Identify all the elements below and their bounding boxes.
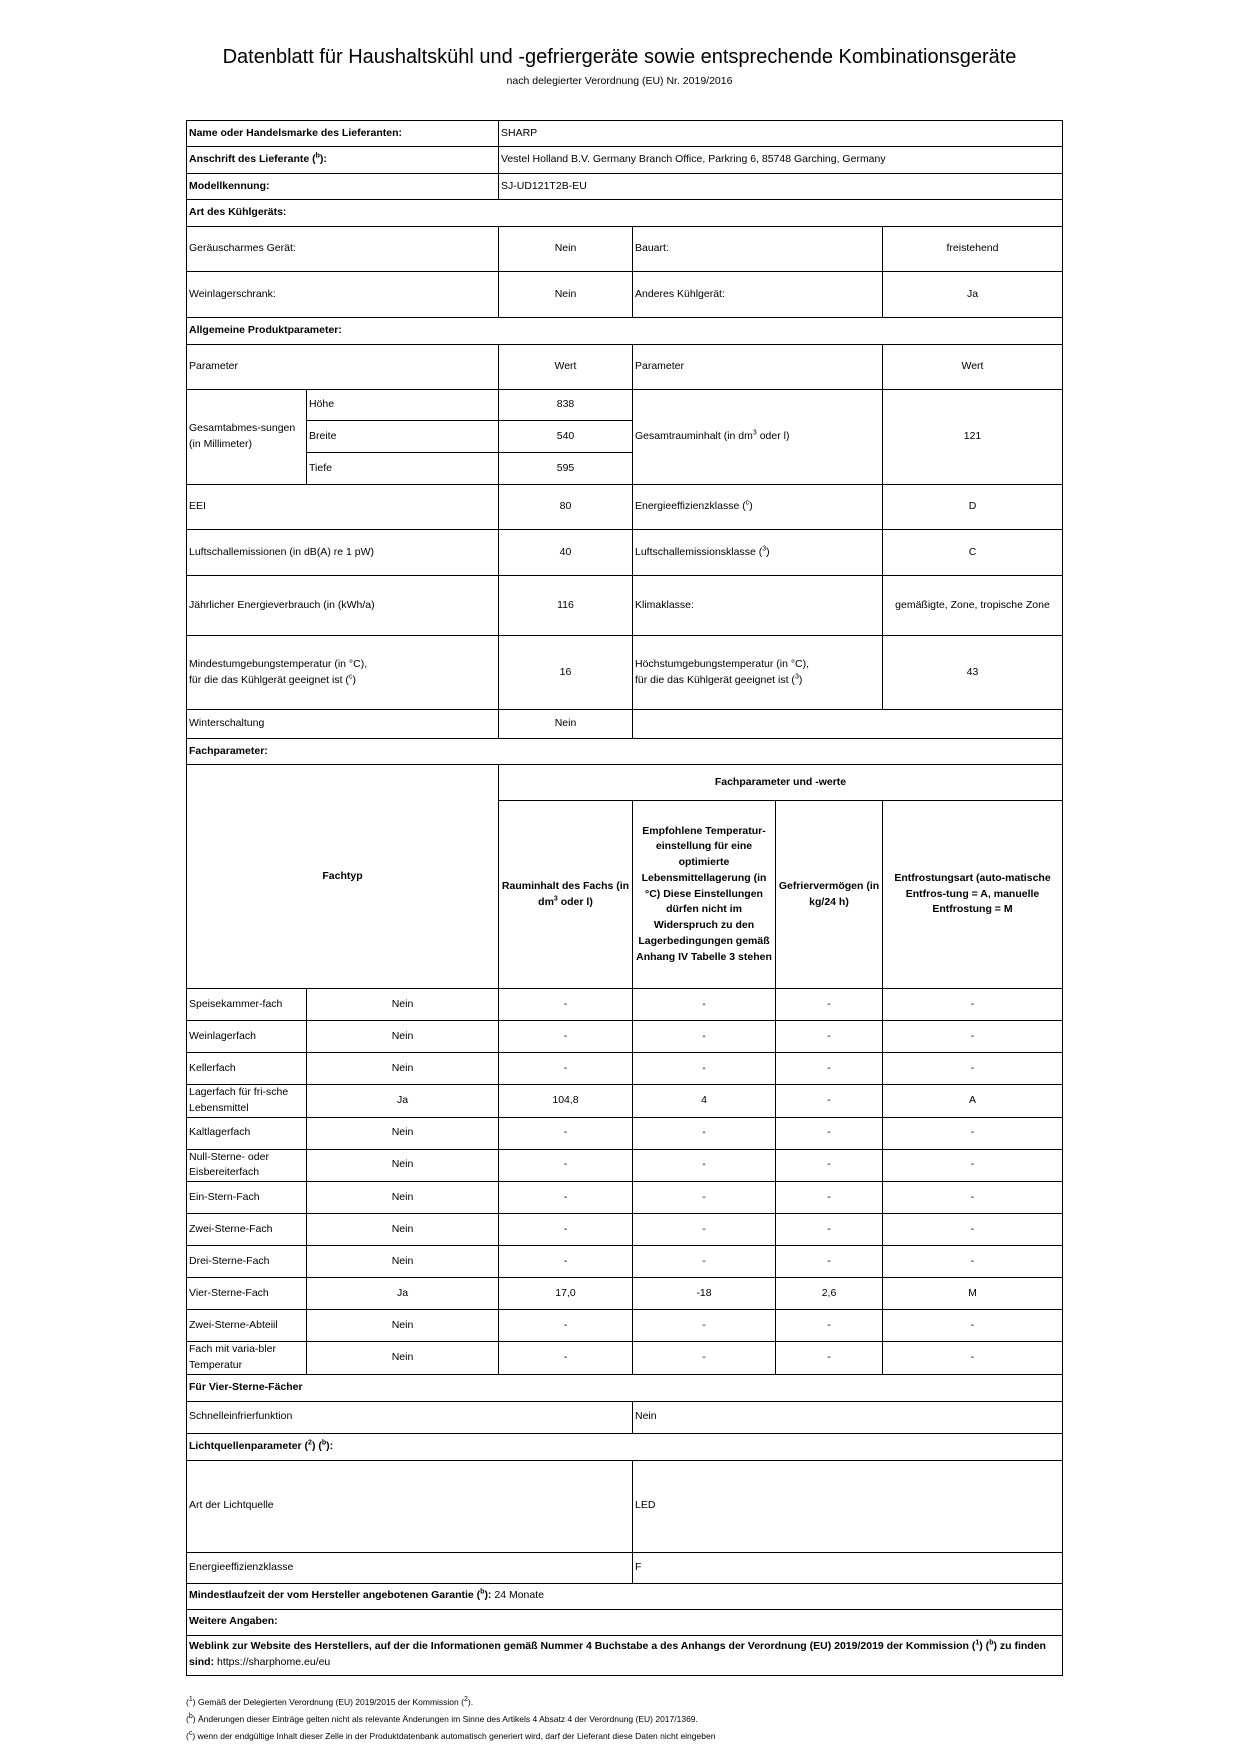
- temperature-row: [187, 636, 1063, 710]
- general-heading: Allgemeine Produktparameter:: [187, 318, 1063, 345]
- climate-label: Klimaklasse:: [633, 576, 883, 636]
- compartment-temperature: -: [633, 1246, 776, 1278]
- energy-label: Jährlicher Energieverbrauch (in (kWh/a): [187, 576, 499, 636]
- volume-column-header: Rauminhalt des Fachs (in $dm^3$ oder l): [499, 801, 633, 989]
- compartment-present: Nein: [307, 1182, 499, 1214]
- compartment-temperature: 4: [633, 1085, 776, 1118]
- energy-value: 116: [499, 576, 633, 636]
- compartment-volume: 17,0: [499, 1278, 633, 1310]
- other-label: Anderes Kühlgerät:: [633, 272, 883, 318]
- min-temp-value: 16: [499, 636, 633, 710]
- warranty-value: 24 Monate: [491, 1589, 544, 1602]
- footnote-1: ($^1$) Gemäß der Delegierten Verordnung (EU) 2019/2015 der Kommission ($^2$).: [186, 1696, 474, 1707]
- table-row: [187, 1278, 1063, 1310]
- footnotes: [186, 1694, 1066, 1745]
- depth-value: 595: [499, 453, 633, 485]
- table-row: [187, 1117, 1063, 1149]
- compartment-name: Fach mit varia-bler Temperatur: [187, 1342, 307, 1375]
- param-header-right: Parameter: [633, 345, 883, 390]
- width-value: 540: [499, 421, 633, 453]
- table-row: [187, 1214, 1063, 1246]
- compartment-defrost-type: -: [883, 1246, 1063, 1278]
- compartment-defrost-type: -: [883, 1149, 1063, 1182]
- energy-class-value: D: [883, 485, 1063, 530]
- compartment-temperature: -: [633, 1342, 776, 1375]
- compartment-present: Nein: [307, 1117, 499, 1149]
- compartment-defrost-type: -: [883, 1053, 1063, 1085]
- compartment-volume: 104,8: [499, 1085, 633, 1118]
- compartment-volume: -: [499, 1182, 633, 1214]
- light-heading: Lichtquellenparameter ($^2$) ($^b$):: [187, 1433, 1063, 1460]
- light-class-label: Energieeffizienzklasse: [187, 1552, 633, 1583]
- compartment-name: Vier-Sterne-Fach: [187, 1278, 307, 1310]
- value-header-left: Wert: [499, 345, 633, 390]
- compartment-name: Zwei-Sterne-Fach: [187, 1214, 307, 1246]
- noise-value: 40: [499, 530, 633, 576]
- table-row: [187, 1053, 1063, 1085]
- supplier-address-row: [187, 147, 1063, 174]
- compartment-rows: [187, 989, 1063, 1375]
- winter-label: Winterschaltung: [187, 710, 499, 739]
- additional-heading-row: [187, 1609, 1063, 1635]
- min-temp-label: Mindestumgebungstemperatur (in °C), für die das Kühlgerät geeignet ist ($^c$): [187, 636, 499, 710]
- depth-label: Tiefe: [307, 453, 499, 485]
- light-class-value: F: [633, 1552, 1063, 1583]
- compartment-temperature: -: [633, 1117, 776, 1149]
- compartment-temperature: -: [633, 1310, 776, 1342]
- compartment-name: Ein-Stern-Fach: [187, 1182, 307, 1214]
- compartment-freeze-capacity: -: [776, 1149, 883, 1182]
- footnote-2: ($^b$) Änderungen dieser Einträge gelten nicht als relevante Änderungen im Sinne des Artikels 4 Absatz 4 der Verordnung (EU) 2017/1369.: [186, 1713, 698, 1724]
- noise-row: [187, 530, 1063, 576]
- compartment-name: Drei-Sterne-Fach: [187, 1246, 307, 1278]
- compartment-defrost-type: -: [883, 1342, 1063, 1375]
- compartment-defrost-type: -: [883, 989, 1063, 1021]
- light-type-label: Art der Lichtquelle: [187, 1460, 633, 1552]
- compartment-name: Null-Sterne- oder Eisbereiterfach: [187, 1149, 307, 1182]
- design-label: Bauart:: [633, 227, 883, 272]
- compartment-group-header: Fachparameter und -werte: [499, 765, 1063, 801]
- volume-value: 121: [883, 390, 1063, 485]
- compartment-present: Ja: [307, 1278, 499, 1310]
- compartment-freeze-capacity: -: [776, 1342, 883, 1375]
- supplier-name-label: Name oder Handelsmarke des Lieferanten:: [187, 121, 499, 147]
- eei-label: EEI: [187, 485, 499, 530]
- table-row: [187, 1085, 1063, 1118]
- noise-class-label: Luftschallemissionsklasse ($^3$): [633, 530, 883, 576]
- supplier-name-value: SHARP: [499, 121, 1063, 147]
- compartment-freeze-capacity: 2,6: [776, 1278, 883, 1310]
- fast-freeze-value: Nein: [633, 1401, 1063, 1433]
- compartment-name: Kaltlagerfach: [187, 1117, 307, 1149]
- compartment-freeze-capacity: -: [776, 1214, 883, 1246]
- compartment-name: Weinlagerfach: [187, 1021, 307, 1053]
- compartment-present: Nein: [307, 1021, 499, 1053]
- manufacturer-weblink[interactable]: https://sharphome.eu/eu: [214, 1656, 331, 1668]
- design-value: freistehend: [883, 227, 1063, 272]
- compartment-temperature: -: [633, 1053, 776, 1085]
- compartment-defrost-type: -: [883, 1310, 1063, 1342]
- height-value: 838: [499, 390, 633, 421]
- height-row: [187, 390, 1063, 421]
- compartment-volume: -: [499, 1246, 633, 1278]
- fast-freeze-row: [187, 1401, 1063, 1433]
- freeze-column-header: Gefriervermögen (in kg/24 h): [776, 801, 883, 989]
- param-header-row: [187, 345, 1063, 390]
- defrost-column-header: Entfrostungsart (auto-matische Entfros-tung = A, manuelle Entfrostung = M: [883, 801, 1063, 989]
- compartment-volume: -: [499, 1310, 633, 1342]
- compartment-freeze-capacity: -: [776, 1310, 883, 1342]
- general-heading-row: [187, 318, 1063, 345]
- compartment-temperature: -: [633, 1214, 776, 1246]
- compartment-volume: -: [499, 1053, 633, 1085]
- max-temp-label: Höchstumgebungstemperatur (in °C), für die das Kühlgerät geeignet ist ($^3$): [633, 636, 883, 710]
- winter-value: Nein: [499, 710, 633, 739]
- param-header-left: Parameter: [187, 345, 499, 390]
- low-noise-label: Geräuscharmes Gerät:: [187, 227, 499, 272]
- compartment-volume: -: [499, 1149, 633, 1182]
- compartment-freeze-capacity: -: [776, 1182, 883, 1214]
- weblink-cell: Weblink zur Website des Herstellers, auf der die Informationen gemäß Nummer 4 Buchstabe a des Anhangs der Verordnung (EU) 2019/2019 der Kommission ($^1$) ($^b$) zu finden sind: https://sharphome.eu/eu: [187, 1635, 1063, 1675]
- model-label: Modellkennung:: [187, 174, 499, 200]
- compartment-name: Zwei-Sterne-Abteiil: [187, 1310, 307, 1342]
- compartment-defrost-type: -: [883, 1214, 1063, 1246]
- table-row: [187, 989, 1063, 1021]
- weblink-row: [187, 1635, 1063, 1675]
- document-subtitle: nach delegierter Verordnung (EU) Nr. 2019/2016: [506, 75, 733, 87]
- table-row: [187, 1310, 1063, 1342]
- value-header-right: Wert: [883, 345, 1063, 390]
- eei-value: 80: [499, 485, 633, 530]
- table-row: [187, 1342, 1063, 1375]
- energy-class-label: Energieeffizienzklasse ($^c$): [633, 485, 883, 530]
- compartment-present: Nein: [307, 1310, 499, 1342]
- compartment-defrost-type: -: [883, 1117, 1063, 1149]
- compartment-defrost-type: -: [883, 1182, 1063, 1214]
- compartment-temperature: -: [633, 1182, 776, 1214]
- compartment-temperature: -: [633, 1149, 776, 1182]
- compartment-volume: -: [499, 1117, 633, 1149]
- compartment-freeze-capacity: -: [776, 1085, 883, 1118]
- supplier-address-value: Vestel Holland B.V. Germany Branch Office, Parkring 6, 85748 Garching, Germany: [499, 147, 1063, 174]
- compartment-present: Nein: [307, 1053, 499, 1085]
- noise-class-value: C: [883, 530, 1063, 576]
- compartment-freeze-capacity: -: [776, 989, 883, 1021]
- low-noise-row: [187, 227, 1063, 272]
- compartment-present: Nein: [307, 1342, 499, 1375]
- table-row: [187, 1021, 1063, 1053]
- compartment-volume: -: [499, 989, 633, 1021]
- compartment-defrost-type: -: [883, 1021, 1063, 1053]
- warranty-cell: Mindestlaufzeit der vom Hersteller angebotenen Garantie ($^b$): 24 Monate: [187, 1583, 1063, 1609]
- wine-label: Weinlagerschrank:: [187, 272, 499, 318]
- eei-row: [187, 485, 1063, 530]
- temperature-column-header: Empfohlene Temperatur-einstellung für eine optimierte Lebensmittellagerung (in °C) Diese Einstellungen dürfen nicht im Widerspruch zu den Lagerbedingungen gemäß Anhang IV Tabelle 3 stehen: [633, 801, 776, 989]
- other-value: Ja: [883, 272, 1063, 318]
- footnote-3: ($^c$) wenn der endgültige Inhalt dieser Zelle in der Produktdatenbank automatisch generiert wird, darf der Lieferant diese Daten nicht eingeben: [186, 1730, 716, 1741]
- volume-label: Gesamtrauminhalt (in $dm^3$ oder l): [633, 390, 883, 485]
- winter-empty-cell: [633, 710, 1063, 739]
- compartment-temperature: -: [633, 1021, 776, 1053]
- four-star-heading-row: [187, 1374, 1063, 1401]
- compartment-name: Kellerfach: [187, 1053, 307, 1085]
- compartments-group-header-row: [187, 765, 1063, 801]
- light-type-row: [187, 1460, 1063, 1552]
- model-value: SJ-UD121T2B-EU: [499, 174, 1063, 200]
- compartment-present: Nein: [307, 1246, 499, 1278]
- type-heading: Art des Kühlgeräts:: [187, 200, 1063, 227]
- compartments-heading: Fachparameter:: [187, 739, 1063, 765]
- compartment-defrost-type: M: [883, 1278, 1063, 1310]
- table-row: [187, 1149, 1063, 1182]
- fast-freeze-label: Schnelleinfrierfunktion: [187, 1401, 633, 1433]
- compartment-volume: -: [499, 1214, 633, 1246]
- additional-heading: Weitere Angaben:: [187, 1609, 1063, 1635]
- compartment-temperature: -18: [633, 1278, 776, 1310]
- supplier-name-row: [187, 121, 1063, 147]
- type-heading-row: [187, 200, 1063, 227]
- compartment-volume: -: [499, 1021, 633, 1053]
- energy-row: [187, 576, 1063, 636]
- table-row: [187, 1246, 1063, 1278]
- compartment-freeze-capacity: -: [776, 1117, 883, 1149]
- table-row: [187, 1182, 1063, 1214]
- wine-row: [187, 272, 1063, 318]
- dimensions-label: Gesamtabmes-sungen (in Millimeter): [187, 390, 307, 485]
- warranty-row: [187, 1583, 1063, 1609]
- compartment-present: Ja: [307, 1085, 499, 1118]
- compartment-temperature: -: [633, 989, 776, 1021]
- model-row: [187, 174, 1063, 200]
- light-heading-row: [187, 1433, 1063, 1460]
- compartments-heading-row: [187, 739, 1063, 765]
- compartment-present: Nein: [307, 1214, 499, 1246]
- compartment-freeze-capacity: -: [776, 1053, 883, 1085]
- compartment-freeze-capacity: -: [776, 1021, 883, 1053]
- compartment-type-header: Fachtyp: [187, 765, 499, 989]
- width-label: Breite: [307, 421, 499, 453]
- noise-label: Luftschallemissionen (in dB(A) re 1 pW): [187, 530, 499, 576]
- winter-row: [187, 710, 1063, 739]
- compartment-name: Lagerfach für fri-sche Lebensmittel: [187, 1085, 307, 1118]
- document-title: Datenblatt für Haushaltskühl und -gefriergeräte sowie entsprechende Kombinationsgeräte: [222, 46, 1017, 68]
- wine-value: Nein: [499, 272, 633, 318]
- light-type-value: LED: [633, 1460, 1063, 1552]
- climate-value: gemäßigte, Zone, tropische Zone: [883, 576, 1063, 636]
- light-class-row: [187, 1552, 1063, 1583]
- compartment-freeze-capacity: -: [776, 1246, 883, 1278]
- supplier-address-label: Anschrift des Lieferante ($^b$):: [187, 147, 499, 174]
- max-temp-value: 43: [883, 636, 1063, 710]
- compartment-defrost-type: A: [883, 1085, 1063, 1118]
- height-label: Höhe: [307, 390, 499, 421]
- low-noise-value: Nein: [499, 227, 633, 272]
- datasheet-table: [186, 120, 1063, 1676]
- compartment-name: Speisekammer-fach: [187, 989, 307, 1021]
- compartment-present: Nein: [307, 989, 499, 1021]
- four-star-heading: Für Vier-Sterne-Fächer: [187, 1374, 1063, 1401]
- compartment-volume: -: [499, 1342, 633, 1375]
- compartment-present: Nein: [307, 1149, 499, 1182]
